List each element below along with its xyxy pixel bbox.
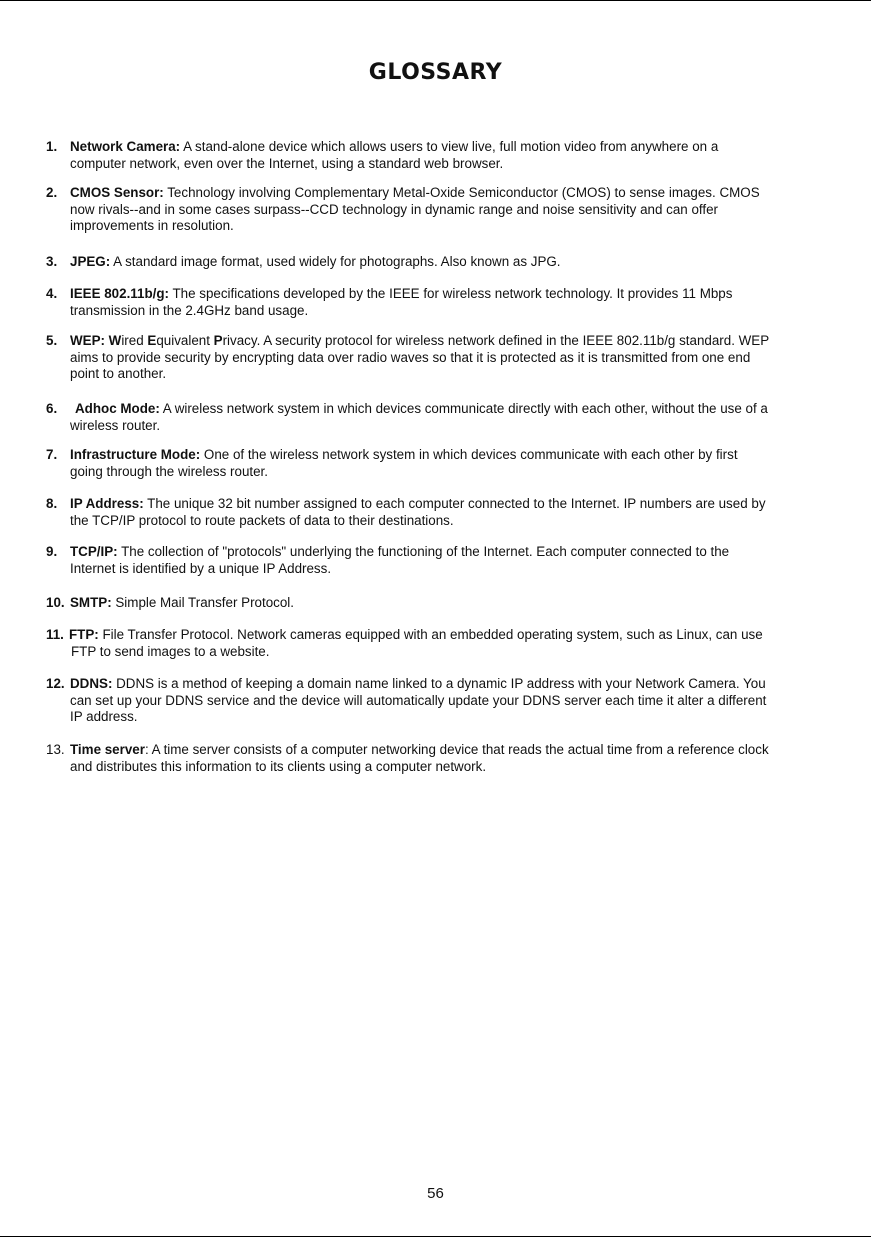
entry-term: FTP: [69, 627, 99, 642]
entry-text: The collection of "protocols" underlying the functioning of the Internet. Each computer connected to the [117, 544, 730, 559]
entry-number: 1. [46, 139, 58, 154]
entry-text: point to another. [70, 366, 167, 381]
entry-number: 4. [46, 286, 58, 301]
entry-text: The specifications developed by the IEEE for wireless network technology. It provides 11 Mbps [169, 286, 733, 301]
entry-number: 9. [46, 544, 58, 559]
entry-number: 10. [46, 595, 65, 610]
entry-number: 13. [46, 742, 65, 757]
entry-text: A stand-alone device which allows users to view live, full motion video from anywhere on a [180, 139, 719, 154]
entry-number: 11. [46, 627, 64, 642]
entry-term: Time server [70, 742, 145, 757]
entry-text: quivalent [156, 333, 214, 348]
entry-text: wireless router. [70, 417, 161, 433]
entry-text: Simple Mail Transfer Protocol. [111, 595, 294, 610]
entry-text: Technology involving Complementary Metal-Oxide Semiconductor (CMOS) to sense images. CMOS [163, 185, 760, 200]
entry-text: improvements in resolution. [70, 218, 234, 233]
entry-number: 3. [46, 254, 58, 269]
entry-text: computer network, even over the Internet, using a standard web browser. [70, 155, 504, 171]
entry-text: rivacy. A security protocol for wireless network defined in the IEEE 802.11b/g standard. WEP [222, 333, 770, 348]
entry-term: TCP/IP: [70, 544, 118, 559]
entry-text: : A time server consists of a computer networking device that reads the actual time from a reference clock [144, 742, 769, 757]
entry-term: SMTP: [70, 595, 112, 610]
entry-number: 12. [46, 676, 65, 691]
entry-text: Internet is identified by a unique IP Address. [70, 560, 332, 576]
page-number: 56 [427, 1185, 444, 1202]
entry-text: One of the wireless network system in which devices communicate with each other by first [200, 447, 738, 462]
entry-term: WEP: W [70, 333, 122, 348]
entry-text: The unique 32 bit number assigned to each computer connected to the Internet. IP numbers are used by [143, 496, 766, 511]
entry-term: Adhoc Mode: [75, 401, 160, 416]
entry-term: CMOS Sensor: [70, 185, 164, 200]
entry-text: transmission in the 2.4GHz band usage. [70, 302, 309, 318]
entry-text: aims to provide security by encrypting data over radio waves so that it is protected as it is transmitted from one end [70, 349, 751, 365]
entry-text: DDNS is a method of keeping a domain name linked to a dynamic IP address with your Network Camera. You [112, 676, 766, 691]
entry-text: and distributes this information to its clients using a computer network. [70, 758, 487, 774]
top-rule [0, 0, 871, 1]
entry-term: IEEE 802.11b/g: [70, 286, 169, 301]
entry-term: P [213, 333, 223, 348]
page-title: GLOSSARY [368, 60, 503, 85]
entry-term: Infrastructure Mode: [70, 447, 201, 462]
entry-text: File Transfer Protocol. Network cameras equipped with an embedded operating system, such as Linux, can use [98, 627, 763, 642]
entry-number: 6. [46, 401, 58, 416]
entry-text: ired [121, 333, 148, 348]
bottom-rule [0, 1236, 871, 1237]
entry-term: Network Camera: [70, 139, 181, 154]
entry-text: can set up your DDNS service and the device will automatically update your DDNS server each time it alter a different [70, 692, 767, 708]
entry-text: A wireless network system in which devices communicate directly with each other, without the use of a [159, 401, 768, 416]
entry-text: FTP to send images to a website. [71, 643, 270, 659]
entry-text: now rivals--and in some cases surpass--CCD technology in dynamic range and noise sensitivity and can offer [70, 201, 719, 217]
entry-text: the TCP/IP protocol to route packets of data to their destinations. [70, 512, 454, 528]
entry-term: JPEG: [70, 254, 111, 269]
entry-term: E [147, 333, 157, 348]
entry-text: A standard image format, used widely for photographs. Also known as JPG. [110, 254, 561, 269]
entry-term: IP Address: [70, 496, 144, 511]
entry-text: IP address. [70, 709, 138, 724]
entry-text: going through the wireless router. [70, 463, 269, 479]
entry-number: 2. [46, 185, 58, 200]
entry-number: 7. [46, 447, 58, 462]
entry-number: 8. [46, 496, 58, 511]
entry-number: 5. [46, 333, 58, 348]
entry-term: DDNS: [70, 676, 113, 691]
